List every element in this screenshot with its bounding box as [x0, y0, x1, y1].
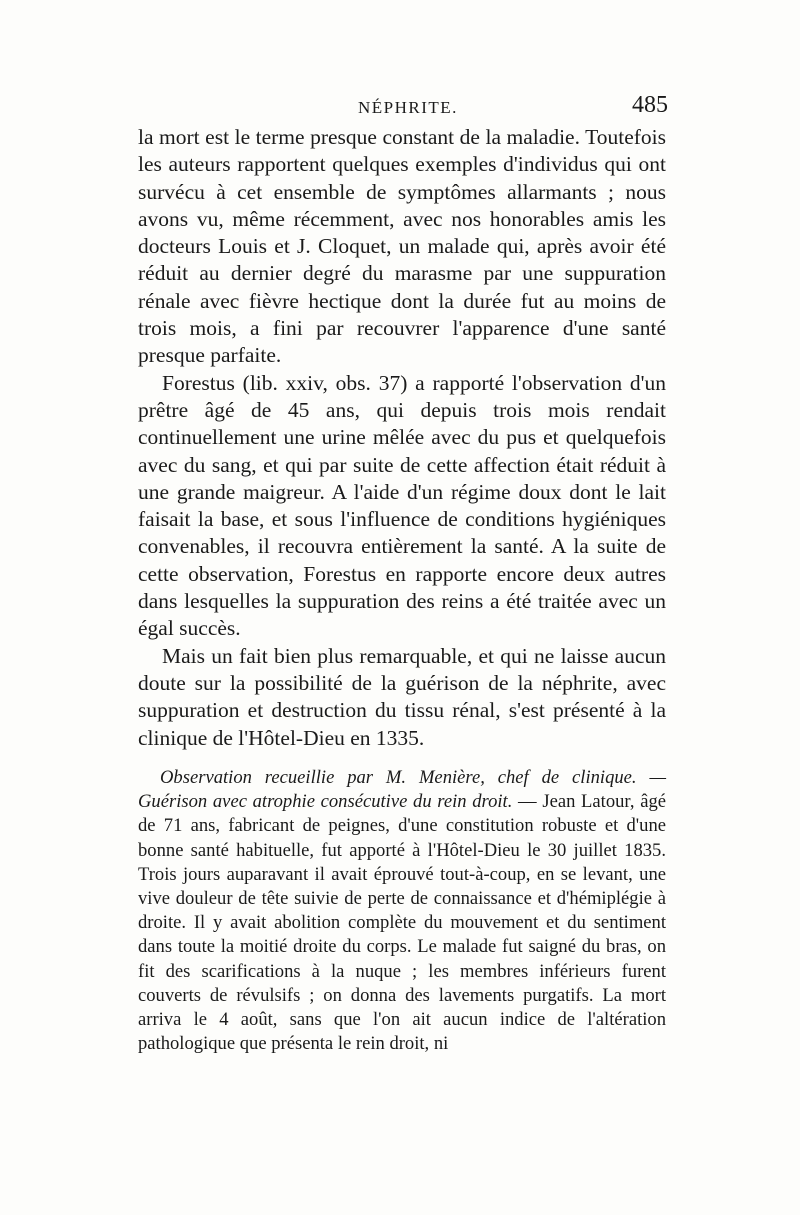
- paragraph-1: la mort est le terme presque constant de la maladie. Toutefois les auteurs rapportent quelques exemples d'individus qui ont survécu à cet ensemble de symptômes allarmants ; nous avons vu, même récemment, avec nos honorables amis les docteurs Louis et J. Cloquet, un malade qui, après avoir été réduit au dernier degré du marasme par une suppuration rénale avec fièvre hectique dont la durée fut au moins de trois mois, a fini par recouvrer l'apparence d'une santé presque parfaite.: [138, 125, 666, 368]
- observation-text: — Jean Latour, âgé de 71 ans, fabricant de peignes, d'une constitution robuste et d'une bonne santé habituelle, fut apporté à l'Hôtel-Dieu le 30 juillet 1835. Trois jours auparavant il avait éprouvé tout-à-coup, en se levant, une vive douleur de tête suivie de perte de connaissance et d'hémiplégie à droite. Il y avait abolition complète du mouvement et du sentiment dans toute la moitié droite du corps. Le malade fut saigné du bras, on fit des scarifications à la nuque ; les membres inférieurs furent couverts de révulsifs ; on donna des lavements purgatifs. La mort arriva le 4 août, sans que l'on ait aucun indice de l'altération pathologique que présenta le rein droit, ni: [138, 791, 667, 1055]
- observation-paragraph: [138, 766, 666, 1056]
- observation-title: Observation recueillie par M. Menière, chef de clinique. — Guérison avec atrophie consécutive du rein droit.: [138, 767, 666, 813]
- page-number: 485: [632, 92, 668, 118]
- paragraph-3: Mais un fait bien plus remarquable, et qui ne laisse aucun doute sur la possibilité de la guérison de la néphrite, avec suppuration et destruction du tissu rénal, s'est présenté à la clinique de l'Hôtel-Dieu en 1335.: [138, 643, 666, 750]
- observation-section: [138, 766, 666, 1056]
- running-head: NÉPHRITE.: [358, 98, 458, 117]
- page-header: [138, 92, 668, 122]
- paragraph-2: Forestus (lib. xxiv, obs. 37) a rapporté l'observation d'un prêtre âgé de 45 ans, qui depuis trois mois rendait continuellement une urine mêlée avec du pus et quelquefois avec du sang, et qui par suite de cette affection était réduit à une grande maigreur. A l'aide d'un régime doux dont le lait faisait la base, et sous l'influence de conditions hygiéniques convenables, il recouvra entièrement la santé. A la suite de cette observation, Forestus en rapporte encore deux autres dans lesquelles la suppuration des reins a été traitée avec un égal succès.: [138, 370, 666, 641]
- main-text: [138, 124, 666, 752]
